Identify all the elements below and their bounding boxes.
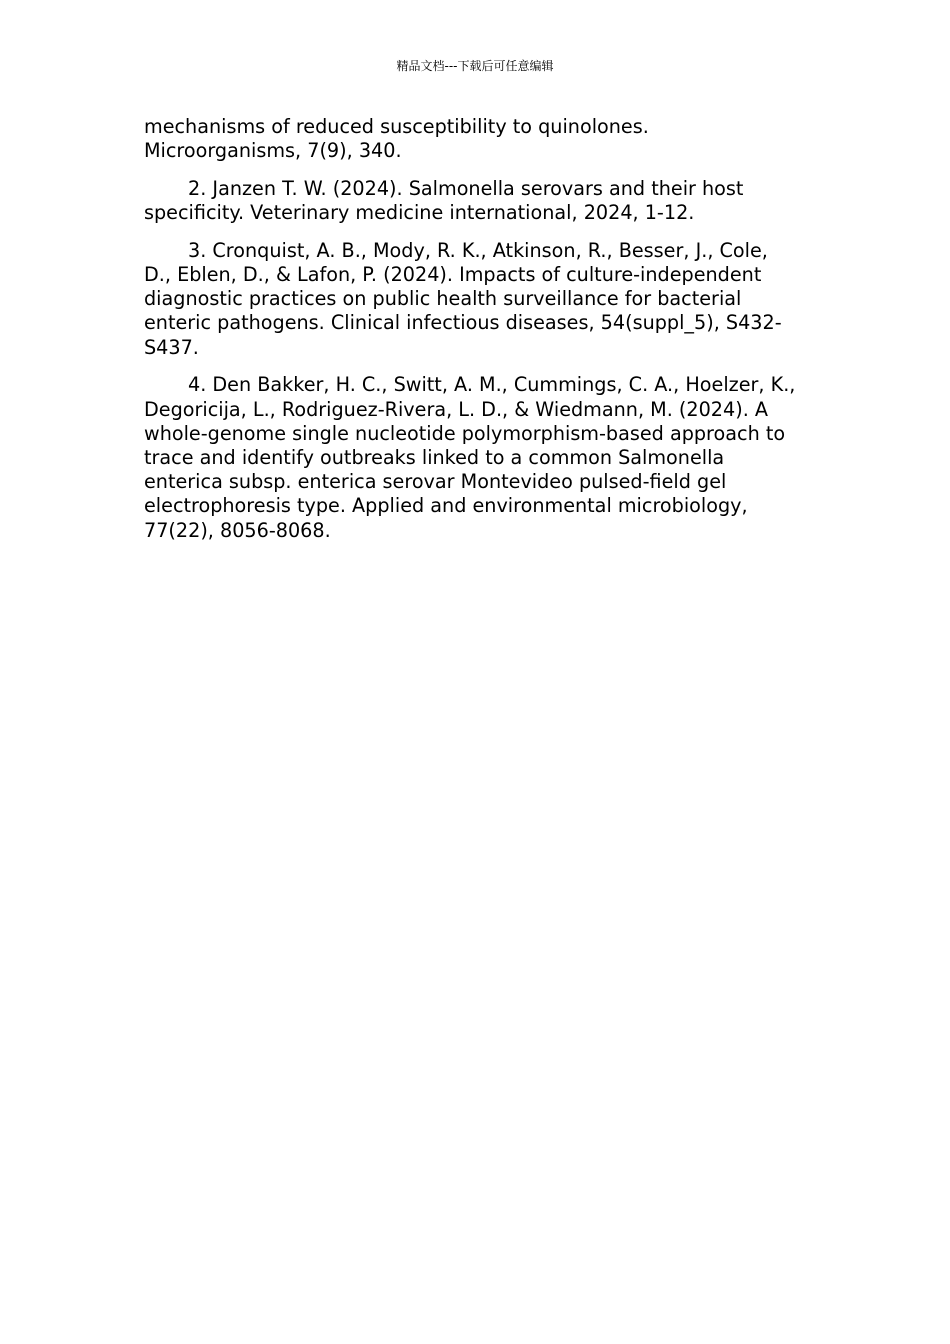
reference-item-3: 3. Cronquist, A. B., Mody, R. K., Atkinson, R., Besser, J., Cole, D., Eblen, D., & Lafon, P. (2024). Impacts of culture-independent diagnostic practices on public health surveillance for bacterial enteric pathogens. Clinical infectious diseases, 54(suppl_5), S432-S437.	[144, 238, 782, 359]
reference-list	[144, 115, 799, 556]
page-header: 精品文档---下载后可任意编辑	[396, 59, 554, 73]
reference-continuation: mechanisms of reduced susceptibility to quinolones. Microorganisms, 7(9), 340.	[144, 115, 649, 163]
reference-item-4: 4. Den Bakker, H. C., Switt, A. M., Cummings, C. A., Hoelzer, K., Degoricija, L., Rodriguez-Rivera, L. D., & Wiedmann, M. (2024). A whole-genome single nucleotide polymorphism-based approach to trace and identify outbreaks linked to a common Salmonella enterica subsp. enterica serovar Montevideo pulsed-field gel electrophoresis type. Applied and environmental microbiology, 77(22), 8056-8068.	[144, 373, 796, 542]
reference-item-2: 2. Janzen T. W. (2024). Salmonella serovars and their host specificity. Veterinary medicine international, 2024, 1-12.	[144, 176, 744, 225]
